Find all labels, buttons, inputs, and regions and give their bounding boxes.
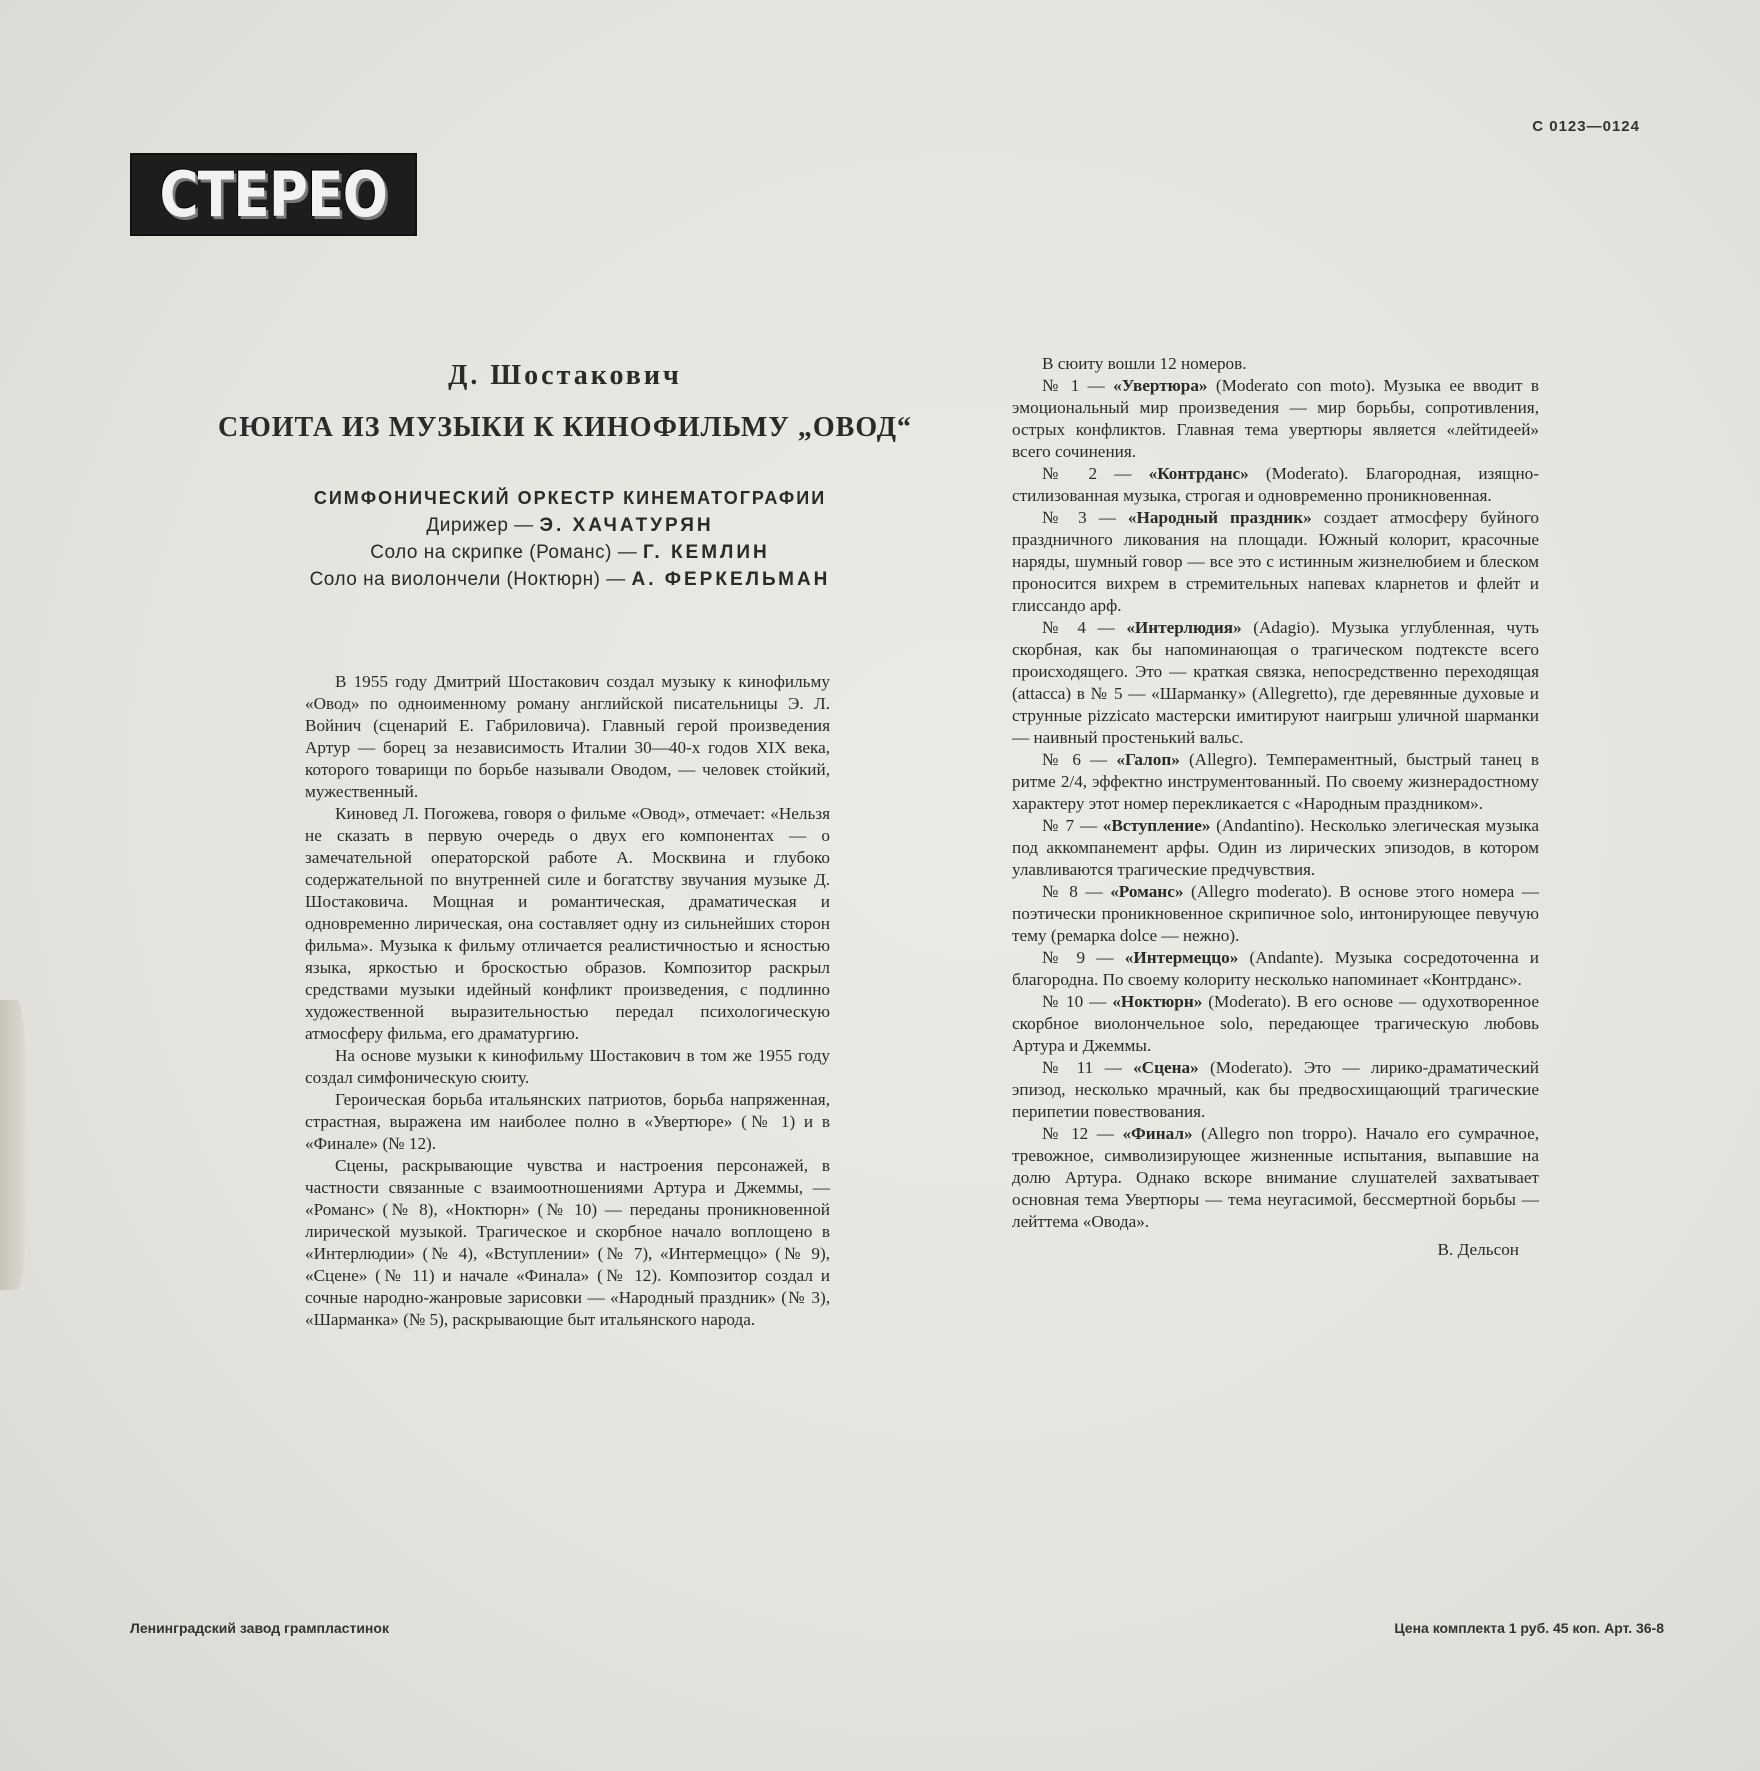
track-description-10 bbox=[1012, 991, 1539, 1057]
track-text: (Allegro). Темпераментный, быстрый танец в ритме 2/4, эффектно инструментованный. По своему жизнерадостному характеру этот номер перекликается с «Народным праздником». bbox=[1012, 750, 1539, 813]
track-number: № 7 — bbox=[1042, 816, 1103, 835]
track-number: № 4 — bbox=[1042, 618, 1127, 637]
track-title: «Сцена» bbox=[1133, 1058, 1199, 1077]
track-title: «Контрданс» bbox=[1148, 464, 1249, 483]
track-text: (Moderato). В его основе — одухотворенное скорбное виолончельное solo, передающее трагическую любовь Артура и Джеммы. bbox=[1012, 992, 1539, 1055]
track-title: «Романс» bbox=[1110, 882, 1184, 901]
worn-edge bbox=[0, 1000, 28, 1290]
track-title: «Интерлюдия» bbox=[1126, 618, 1242, 637]
track-text: (Moderato). Благородная, изящно-стилизованная музыка, строгая и одновременно проникновенная. bbox=[1012, 464, 1539, 505]
track-description-9 bbox=[1012, 947, 1539, 991]
track-number: № 9 — bbox=[1042, 948, 1125, 967]
track-title: «Финал» bbox=[1122, 1124, 1193, 1143]
credit-person: А. ФЕРКЕЛЬМАН bbox=[631, 569, 831, 590]
track-description-11 bbox=[1012, 1057, 1539, 1123]
track-title: «Вступление» bbox=[1102, 816, 1211, 835]
track-title: «Галоп» bbox=[1116, 750, 1180, 769]
credit-role: Дирижер — bbox=[426, 515, 540, 536]
liner-paragraph: Героическая борьба итальянских патриотов, борьба напряженная, страстная, выражена им наиболее полно в «Увертюре» (№ 1) и в «Финале» (№ 12). bbox=[305, 1090, 830, 1153]
credit-line-cello bbox=[240, 566, 900, 593]
track-text: создает атмосферу буйного праздничного ликования на площади. Южный колорит, красочные наряды, шумный говор — все это с истинным жизнелюбием и блеском проносится вихрем в стремительных напевах кларнетов и флейт и глиссандо арф. bbox=[1012, 508, 1539, 615]
track-text: (Allegro moderato). В основе этого номера — поэтически проникновенное скрипичное solo, интонирующее певучую тему (ремарка dolce — нежно). bbox=[1012, 882, 1539, 945]
track-number: № 11 — bbox=[1042, 1058, 1134, 1077]
track-description-3 bbox=[1012, 507, 1539, 617]
track-number: № 8 — bbox=[1042, 882, 1111, 901]
credit-line-violin bbox=[240, 539, 900, 566]
track-text: (Adagio). Музыка углубленная, чуть скорбная, как бы напоминающая о трагическом подтексте всего происходящего. Это — краткая связка, непосредственно переходящая (attacca) в № 5 — «Шарманку» (Allegretto), где деревянные духовые и струнные pizzicato мастерски имитируют наигрыш уличной шарманки — наивный простенький вальс. bbox=[1012, 618, 1539, 747]
track-text: (Andantino). Несколько элегическая музыка под аккомпанемент арфы. Один из лирических эпизодов, в котором улавливаются трагические предчувствия. bbox=[1012, 816, 1540, 879]
catalog-number: С 0123—0124 bbox=[1532, 118, 1640, 135]
track-number: № 1 — bbox=[1042, 376, 1114, 395]
price-label: Цена комплекта 1 руб. 45 коп. Арт. 36-8 bbox=[1394, 1620, 1664, 1636]
liner-paragraph: На основе музыки к кинофильму Шостакович в том же 1955 году создал симфоническую сюиту. bbox=[305, 1046, 830, 1087]
liner-notes-left-column bbox=[305, 671, 830, 1331]
track-text: (Moderato con moto). Музыка ее вводит в эмоциональный мир произведения — мир борьбы, сопротивления, острых конфликтов. Главная тема увертюры является «лейтидеей» всего сочинения. bbox=[1012, 376, 1539, 461]
track-title: «Увертюра» bbox=[1113, 376, 1208, 395]
track-number: № 12 — bbox=[1042, 1124, 1123, 1143]
track-number: № 6 — bbox=[1042, 750, 1117, 769]
track-number: № 2 — bbox=[1042, 464, 1149, 483]
track-description-12 bbox=[1012, 1123, 1539, 1233]
liner-paragraph: Киновед Л. Погожева, говоря о фильме «Овод», отмечает: «Нельзя не сказать в первую очередь о двух его компонентах — о замечательной операторской работе А. Москвина и глубоко содержательной по внутренней силе и богатству звучания музыке Д. Шостаковича. Мощная и романтическая, драматическая и одновременно лирическая, она составляет одну из сильнейших сторон фильма». Музыка к фильму отличается реалистичностью и ясностью языка, яркостью и броскостью образов. Композитор раскрыл средствами музыки идейный конфликт произведения, с подлинно художественной выразительностью передал психологическую атмосферу фильма, его драматургию. bbox=[305, 804, 830, 1043]
track-text: (Allegro non troppo). Начало его сумрачное, тревожное, символизирующее жизненные испытания, выпавшие на долю Артура. Однако вскоре внимание слушателей захватывает основная тема Увертюры — тема неугасимой, бессмертной борьбы — лейттема «Овода». bbox=[1012, 1124, 1539, 1231]
track-title: «Интермеццо» bbox=[1124, 948, 1239, 967]
track-description-2 bbox=[1012, 463, 1539, 507]
author-signature: В. Дельсон bbox=[1437, 1240, 1519, 1259]
manufacturer-label: Ленинградский завод грампластинок bbox=[130, 1620, 389, 1636]
credit-person: Г. КЕМЛИН bbox=[642, 542, 770, 563]
track-description-1 bbox=[1012, 375, 1539, 463]
tracklist-intro: В сюиту вошли 12 номеров. bbox=[1042, 354, 1247, 373]
work-title: СЮИТА ИЗ МУЗЫКИ К КИНОФИЛЬМУ „ОВОД“ bbox=[218, 412, 912, 443]
track-text: (Moderato). Это — лирико-драматический эпизод, несколько мрачный, как бы предвосхищающий трагические перипетии повествования. bbox=[1012, 1058, 1539, 1121]
track-title: «Народный праздник» bbox=[1127, 508, 1312, 527]
track-text: (Andante). Музыка сосредоточенна и благородна. По своему колориту несколько напоминает «Контрданс». bbox=[1012, 948, 1539, 989]
liner-paragraph: В 1955 году Дмитрий Шостакович создал музыку к кинофильму «Овод» по одноименному роману английской писательницы Э. Л. Войнич (сценарий Е. Габриловича). Главный герой произведения Артур — борец за независимость Италии 30—40-х годов XIX века, которого товарищи по борьбе называли Оводом, — человек стойкий, мужественный. bbox=[305, 672, 830, 801]
credit-role: Соло на виолончели (Ноктюрн) — bbox=[309, 569, 632, 590]
track-title: «Ноктюрн» bbox=[1112, 992, 1203, 1011]
stereo-logo-text: СТЕРЕО bbox=[159, 157, 388, 231]
track-description-6 bbox=[1012, 749, 1539, 815]
liner-paragraph: Сцены, раскрывающие чувства и настроения персонажей, в частности связанные с взаимоотношениями Артура и Джеммы, — «Романс» (№ 8), «Ноктюрн» (№ 10) — переданы проникновенной лирической музыкой. Трагическое и скорбное начало воплощено в «Интерлюдии» (№ 4), «Вступлении» (№ 7), «Интермеццо» (№ 9), «Сцене» (№ 11) и начале «Финала» (№ 12). Композитор создал и сочные народно-жанровые зарисовки — «Народный праздник» (№ 3), «Шарманка» (№ 5), раскрывающие быт итальянского народа. bbox=[305, 1156, 830, 1329]
track-number: № 10 — bbox=[1042, 992, 1113, 1011]
credit-line-conductor bbox=[240, 512, 900, 539]
liner-notes-right-column bbox=[1012, 353, 1539, 1261]
orchestra-name: СИМФОНИЧЕСКИЙ ОРКЕСТР КИНЕМАТОГРАФИИ bbox=[313, 488, 827, 508]
credit-person: Э. ХАЧАТУРЯН bbox=[539, 515, 714, 536]
composer-name: Д. Шостакович bbox=[448, 360, 682, 391]
credit-role: Соло на скрипке (Романс) — bbox=[370, 542, 643, 563]
stereo-logo bbox=[130, 153, 417, 236]
track-description-7 bbox=[1012, 815, 1539, 881]
track-description-4 bbox=[1012, 617, 1539, 749]
track-description-8 bbox=[1012, 881, 1539, 947]
performer-credits bbox=[240, 485, 900, 593]
track-number: № 3 — bbox=[1042, 508, 1128, 527]
